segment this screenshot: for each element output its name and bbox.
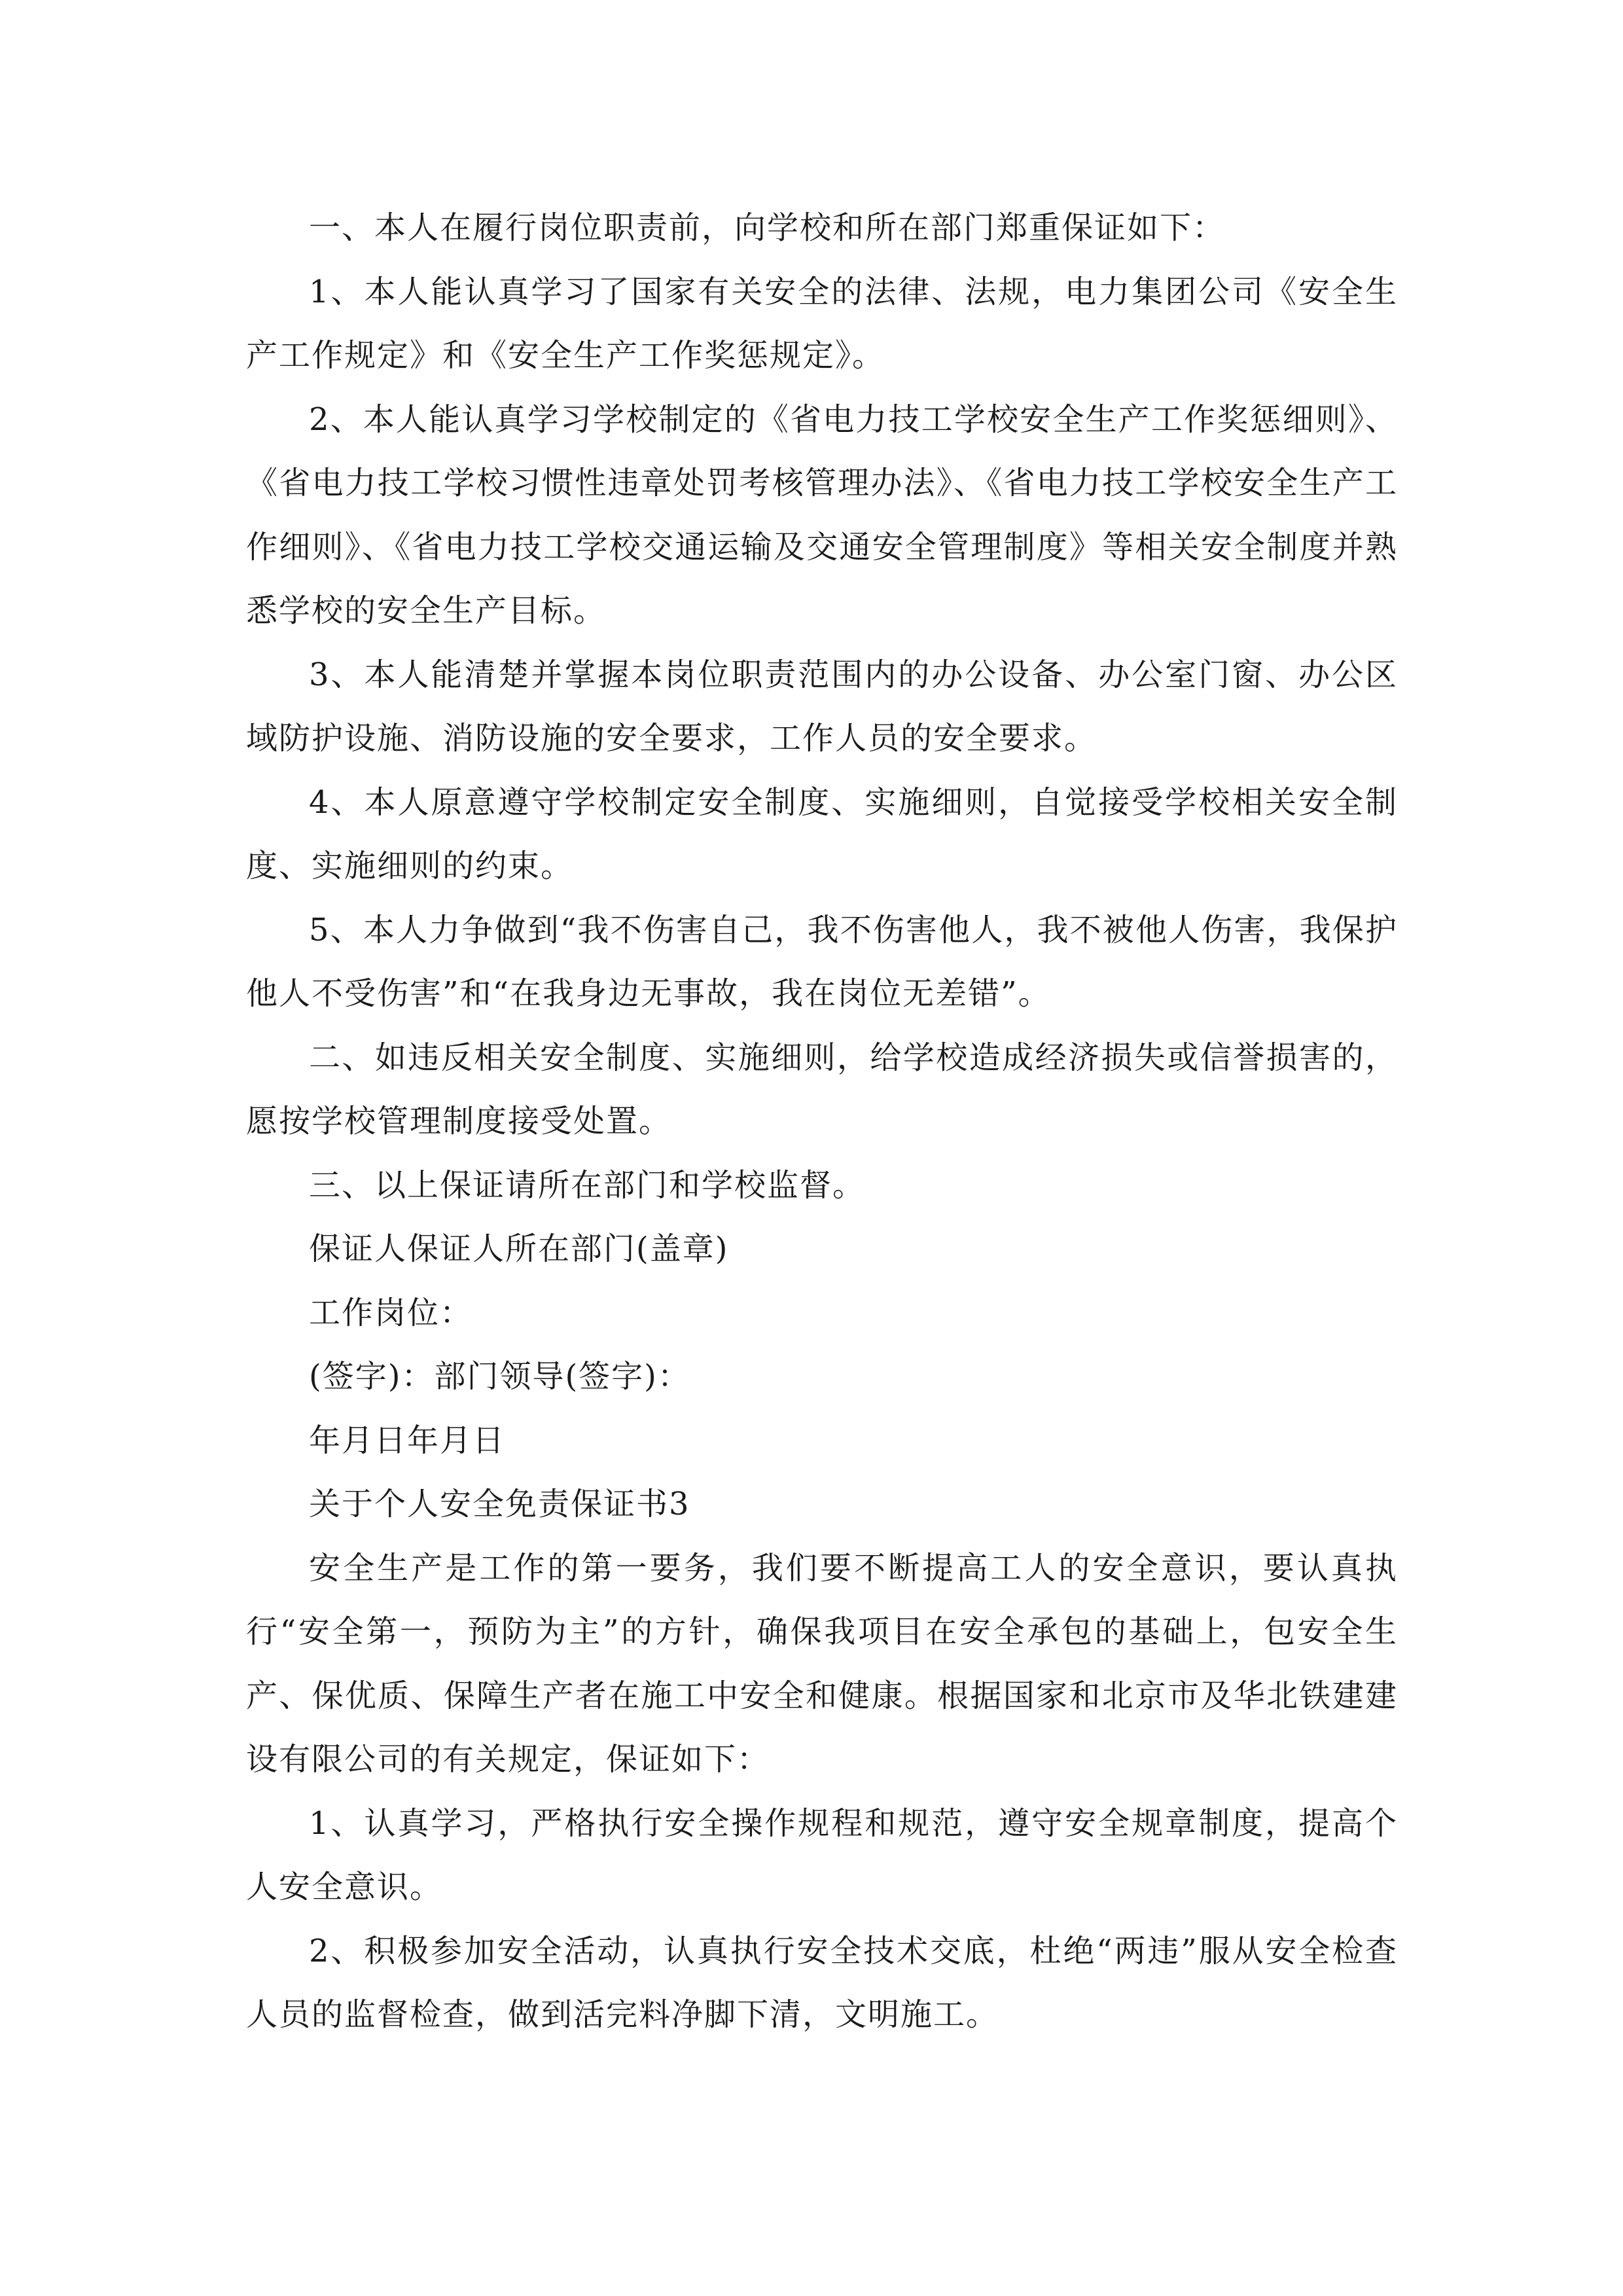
paragraph-item-4-compliance: 4、本人原意遵守学校制定安全制度、实施细则，自觉接受学校相关安全制度、实施细则的约束。 (246, 783, 1398, 884)
paragraph-item-2-school-rules: 2、本人能认真学习学校制定的《省电力技工学校安全生产工作奖惩细则》、《省电力技工学校习惯性违章处罚考核管理办法》、《省电力技工学校安全生产工作细则》、《省电力技工学校交通运输及交通安全管理制度》等相关安全制度并熟悉学校的安全生产目标。 (246, 401, 1398, 629)
date-line: 年月日年月日 (309, 1422, 506, 1459)
guarantor-department-line: 保证人保证人所在部门(盖章) (309, 1230, 729, 1267)
paragraph-section-two-violation: 二、如违反相关安全制度、实施细则，给学校造成经济损失或信誉损害的，愿按学校管理制度接受处置。 (246, 1039, 1398, 1139)
paragraph-item-5-pledge: 5、本人力争做到“我不伤害自己，我不伤害他人，我不被他人伤害，我保护他人不受伤害”和“在我身边无事故，我在岗位无差错”。 (246, 911, 1398, 1012)
paragraph-pledge-item-1: 1、认真学习，严格执行安全操作规程和规范，遵守安全规章制度，提高个人安全意识。 (246, 1804, 1398, 1905)
document-body (246, 196, 1398, 2047)
paragraph-section-three-supervision: 三、以上保证请所在部门和学校监督。 (309, 1166, 866, 1204)
paragraph-section-one-intro: 一、本人在履行岗位职责前，向学校和所在部门郑重保证如下： (309, 209, 1226, 246)
paragraph-intro-safety-production: 安全生产是工作的第一要务，我们要不断提高工人的安全意识，要认真执行“安全第一，预防为主”的方针，确保我项目在安全承包的基础上，包安全生产、保优质、保障生产者在施工中安全和健康。根据国家和北京市及华北铁建建设有限公司的有关规定，保证如下： (246, 1549, 1398, 1778)
paragraph-pledge-item-2: 2、积极参加安全活动，认真执行安全技术交底，杜绝“两违”服从安全检查人员的监督检查，做到活完料净脚下清，文明施工。 (246, 1932, 1398, 2033)
paragraph-item-3-safety-requirements: 3、本人能清楚并掌握本岗位职责范围内的办公设备、办公室门窗、办公区域防护设施、消防设施的安全要求，工作人员的安全要求。 (246, 656, 1398, 757)
section-heading-3: 关于个人安全免责保证书3 (309, 1486, 690, 1522)
paragraph-item-1-laws: 1、本人能认真学习了国家有关安全的法律、法规，电力集团公司《安全生产工作规定》和《安全生产工作奖惩规定》。 (246, 273, 1398, 374)
signature-line: (签字)：部门领导(签字)： (309, 1358, 690, 1395)
work-position-line: 工作岗位： (309, 1294, 473, 1331)
